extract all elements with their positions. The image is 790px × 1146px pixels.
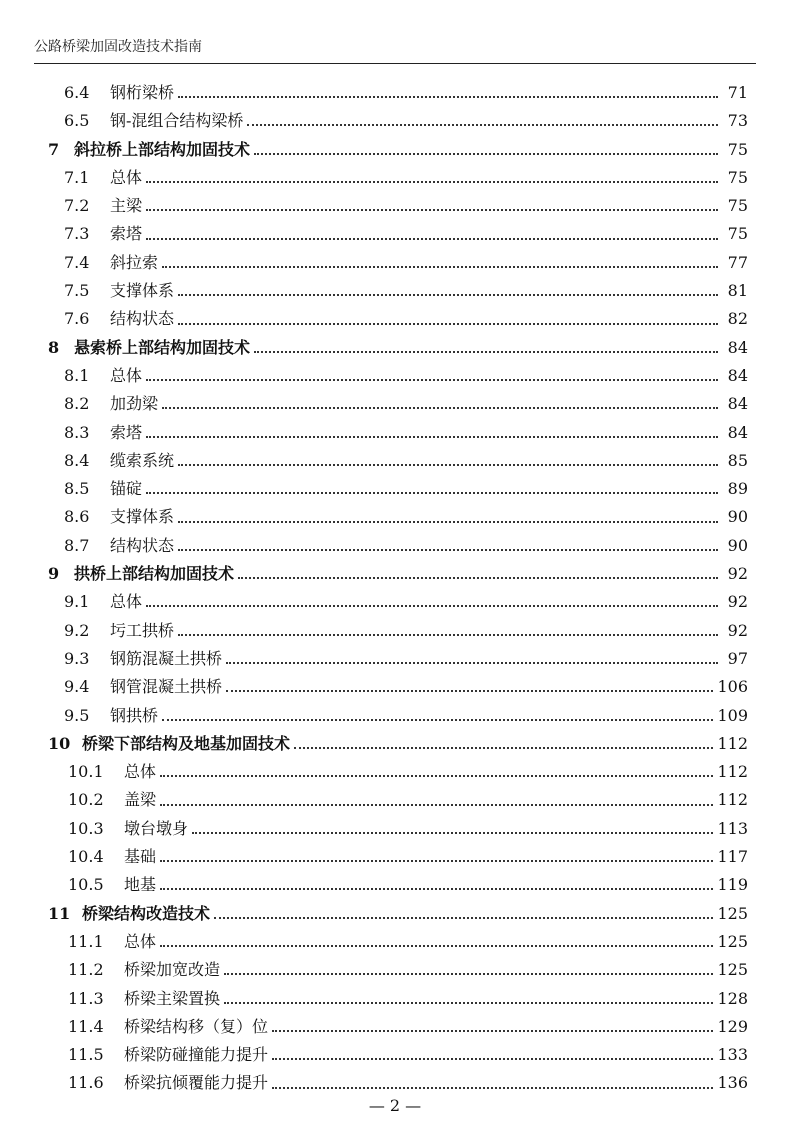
toc-page-number: 113 xyxy=(717,818,748,838)
toc-page-number: 77 xyxy=(727,252,748,272)
toc-page-number: 133 xyxy=(717,1045,748,1065)
toc-number: 7.6 xyxy=(64,309,90,329)
toc-number: 8.5 xyxy=(64,479,90,499)
toc-title: 总体 xyxy=(110,167,143,187)
toc-section xyxy=(0,1069,790,1097)
dot-leader xyxy=(146,181,718,183)
toc-section xyxy=(0,758,790,786)
dot-leader xyxy=(146,492,718,494)
dot-leader xyxy=(178,323,718,325)
toc-page-number: 75 xyxy=(727,196,748,216)
page-number: — 2 — xyxy=(368,1096,422,1115)
toc-section xyxy=(0,164,790,192)
toc-number: 10 xyxy=(48,733,71,753)
toc-number: 11 xyxy=(48,903,71,923)
toc-section xyxy=(0,220,790,248)
toc-page-number: 90 xyxy=(727,535,748,555)
dot-leader xyxy=(254,351,718,353)
toc-title: 墩台墩身 xyxy=(124,818,189,838)
toc-title: 斜拉桥上部结构加固技术 xyxy=(74,139,251,159)
toc-number: 6.5 xyxy=(64,111,90,131)
dot-leader xyxy=(146,238,718,240)
toc-number: 10.3 xyxy=(68,818,104,838)
toc-title: 索塔 xyxy=(110,422,143,442)
dot-leader xyxy=(160,945,713,947)
toc-number: 10.1 xyxy=(68,762,104,782)
toc-title: 钢筋混凝土拱桥 xyxy=(110,648,223,668)
toc-number: 8.3 xyxy=(64,422,90,442)
toc-page-number: 106 xyxy=(717,677,748,697)
toc-page-number: 85 xyxy=(727,450,748,470)
dot-leader xyxy=(272,1058,713,1060)
toc-title: 钢桁梁桥 xyxy=(110,83,175,102)
toc-number: 7.2 xyxy=(64,196,90,216)
dot-leader xyxy=(162,266,718,268)
toc-number: 10.5 xyxy=(68,875,104,895)
toc-number: 8.7 xyxy=(64,535,90,555)
toc-number: 8.1 xyxy=(64,365,90,385)
toc-number: 10.4 xyxy=(68,847,104,867)
toc-number: 7 xyxy=(48,139,60,159)
toc-number: 8.4 xyxy=(64,450,90,470)
toc-number: 9.4 xyxy=(64,677,90,697)
toc-page-number: 92 xyxy=(727,592,748,612)
toc-number: 7.3 xyxy=(64,224,90,244)
toc-page-number: 84 xyxy=(727,394,748,414)
toc-section xyxy=(0,249,790,277)
toc-page-number: 112 xyxy=(717,733,748,753)
toc-section xyxy=(0,588,790,616)
toc-number: 9 xyxy=(48,564,60,584)
toc-section xyxy=(0,447,790,475)
toc-number: 9.2 xyxy=(64,620,90,640)
toc-number: 11.6 xyxy=(68,1073,104,1093)
running-header: 公路桥梁加固改造技术指南 xyxy=(34,39,202,55)
toc-chapter xyxy=(0,560,790,588)
toc-chapter xyxy=(0,900,790,928)
toc-page-number: 136 xyxy=(717,1073,748,1093)
toc-page-number: 75 xyxy=(727,139,748,159)
toc-page-number: 81 xyxy=(727,281,748,301)
dot-leader xyxy=(178,464,718,466)
toc-section xyxy=(0,390,790,418)
toc-section xyxy=(0,277,790,305)
toc-page-number: 84 xyxy=(727,422,748,442)
toc-page-number: 84 xyxy=(727,337,748,357)
toc-section xyxy=(0,419,790,447)
toc-section xyxy=(0,503,790,531)
dot-leader xyxy=(294,747,713,749)
dot-leader xyxy=(146,379,718,381)
toc-page-number: 117 xyxy=(717,847,748,867)
toc-title: 桥梁下部结构及地基加固技术 xyxy=(82,733,291,753)
toc-title: 锚碇 xyxy=(110,479,143,499)
toc-section xyxy=(0,645,790,673)
toc-page-number: 112 xyxy=(717,762,748,782)
toc-page-number: 90 xyxy=(727,507,748,527)
toc-title: 桥梁防碰撞能力提升 xyxy=(124,1045,269,1065)
toc-section xyxy=(0,532,790,560)
toc-title: 圬工拱桥 xyxy=(110,620,175,640)
dot-leader xyxy=(178,549,718,551)
toc-section xyxy=(0,107,790,135)
dot-leader xyxy=(178,521,718,523)
toc-title: 盖梁 xyxy=(124,790,157,810)
toc-page-number: 119 xyxy=(717,875,748,895)
dot-leader xyxy=(160,888,713,890)
toc-number: 11.2 xyxy=(68,960,104,980)
toc-number: 11.3 xyxy=(68,988,104,1008)
toc-title: 斜拉索 xyxy=(110,252,159,272)
toc-page-number: 109 xyxy=(717,705,748,725)
dot-leader xyxy=(238,577,718,579)
toc-page-number: 129 xyxy=(717,1016,748,1036)
toc-section xyxy=(0,956,790,984)
toc-title: 结构状态 xyxy=(110,535,175,555)
toc-number: 7.4 xyxy=(64,252,90,272)
toc-number: 6.4 xyxy=(64,83,90,102)
toc-page-number: 125 xyxy=(717,931,748,951)
toc-title: 桥梁加宽改造 xyxy=(124,960,221,980)
toc-title: 总体 xyxy=(110,592,143,612)
toc-chapter xyxy=(0,730,790,758)
toc-title: 索塔 xyxy=(110,224,143,244)
toc-section xyxy=(0,192,790,220)
toc-title: 桥梁主梁置换 xyxy=(124,988,221,1008)
toc-title: 地基 xyxy=(124,875,157,895)
toc-number: 8.6 xyxy=(64,507,90,527)
dot-leader xyxy=(247,124,718,126)
dot-leader xyxy=(160,860,713,862)
toc-page-number: 125 xyxy=(717,960,748,980)
dot-leader xyxy=(162,719,713,721)
toc-title: 支撑体系 xyxy=(110,281,175,301)
toc-page-number: 89 xyxy=(727,479,748,499)
toc-number: 8 xyxy=(48,337,60,357)
toc-section xyxy=(0,617,790,645)
toc-title: 钢拱桥 xyxy=(110,705,159,725)
toc-page-number: 92 xyxy=(727,564,748,584)
dot-leader xyxy=(226,662,718,664)
toc-section xyxy=(0,985,790,1013)
toc-section xyxy=(0,673,790,701)
toc-title: 钢管混凝土拱桥 xyxy=(110,677,223,697)
toc-number: 9.5 xyxy=(64,705,90,725)
toc-title: 桥梁结构移（复）位 xyxy=(124,1016,269,1036)
table-of-contents xyxy=(0,79,790,1098)
dot-leader xyxy=(178,96,718,98)
dot-leader xyxy=(178,634,718,636)
dot-leader xyxy=(226,690,713,692)
toc-number: 11.4 xyxy=(68,1016,104,1036)
toc-number: 9.3 xyxy=(64,648,90,668)
toc-section xyxy=(0,362,790,390)
dot-leader xyxy=(224,973,713,975)
toc-section xyxy=(0,475,790,503)
toc-page-number: 125 xyxy=(717,903,748,923)
header-rule xyxy=(34,63,756,64)
toc-title: 结构状态 xyxy=(110,309,175,329)
toc-title: 支撑体系 xyxy=(110,507,175,527)
toc-section xyxy=(0,871,790,899)
toc-page-number: 75 xyxy=(727,224,748,244)
dot-leader xyxy=(160,775,713,777)
toc-number: 10.2 xyxy=(68,790,104,810)
dot-leader xyxy=(146,209,718,211)
dot-leader xyxy=(160,804,713,806)
dot-leader xyxy=(272,1030,713,1032)
toc-number: 11.5 xyxy=(68,1045,104,1065)
dot-leader xyxy=(146,605,718,607)
toc-page-number: 92 xyxy=(727,620,748,640)
dot-leader xyxy=(272,1087,713,1089)
toc-section xyxy=(0,702,790,730)
toc-page-number: 82 xyxy=(727,309,748,329)
dot-leader xyxy=(146,436,718,438)
toc-number: 9.1 xyxy=(64,592,90,612)
toc-title: 加劲梁 xyxy=(110,394,159,414)
toc-title: 桥梁结构改造技术 xyxy=(82,903,211,923)
dot-leader xyxy=(192,832,713,834)
toc-title: 拱桥上部结构加固技术 xyxy=(74,564,235,584)
toc-section xyxy=(0,305,790,333)
toc-chapter xyxy=(0,334,790,362)
toc-section xyxy=(0,786,790,814)
toc-section xyxy=(0,815,790,843)
dot-leader xyxy=(254,153,718,155)
toc-number: 7.5 xyxy=(64,281,90,301)
toc-title: 钢-混组合结构梁桥 xyxy=(110,111,244,131)
toc-title: 总体 xyxy=(124,931,157,951)
toc-page-number: 128 xyxy=(717,988,748,1008)
toc-page-number: 73 xyxy=(727,111,748,131)
toc-title: 悬索桥上部结构加固技术 xyxy=(74,337,251,357)
toc-section xyxy=(0,928,790,956)
toc-number: 7.1 xyxy=(64,167,90,187)
toc-section xyxy=(0,79,790,107)
toc-title: 缆索系统 xyxy=(110,450,175,470)
toc-chapter xyxy=(0,136,790,164)
toc-page-number: 84 xyxy=(727,365,748,385)
toc-title: 桥梁抗倾覆能力提升 xyxy=(124,1073,269,1093)
dot-leader xyxy=(178,294,718,296)
toc-number: 8.2 xyxy=(64,394,90,414)
toc-page-number: 71 xyxy=(727,83,748,102)
toc-section xyxy=(0,1013,790,1041)
dot-leader xyxy=(224,1002,713,1004)
toc-title: 基础 xyxy=(124,847,157,867)
toc-title: 主梁 xyxy=(110,196,143,216)
dot-leader xyxy=(214,917,713,919)
toc-page-number: 112 xyxy=(717,790,748,810)
toc-page-number: 97 xyxy=(727,648,748,668)
toc-section xyxy=(0,843,790,871)
toc-section xyxy=(0,1041,790,1069)
toc-title: 总体 xyxy=(124,762,157,782)
dot-leader xyxy=(162,407,718,409)
toc-page-number: 75 xyxy=(727,167,748,187)
toc-title: 总体 xyxy=(110,365,143,385)
toc-number: 11.1 xyxy=(68,931,104,951)
